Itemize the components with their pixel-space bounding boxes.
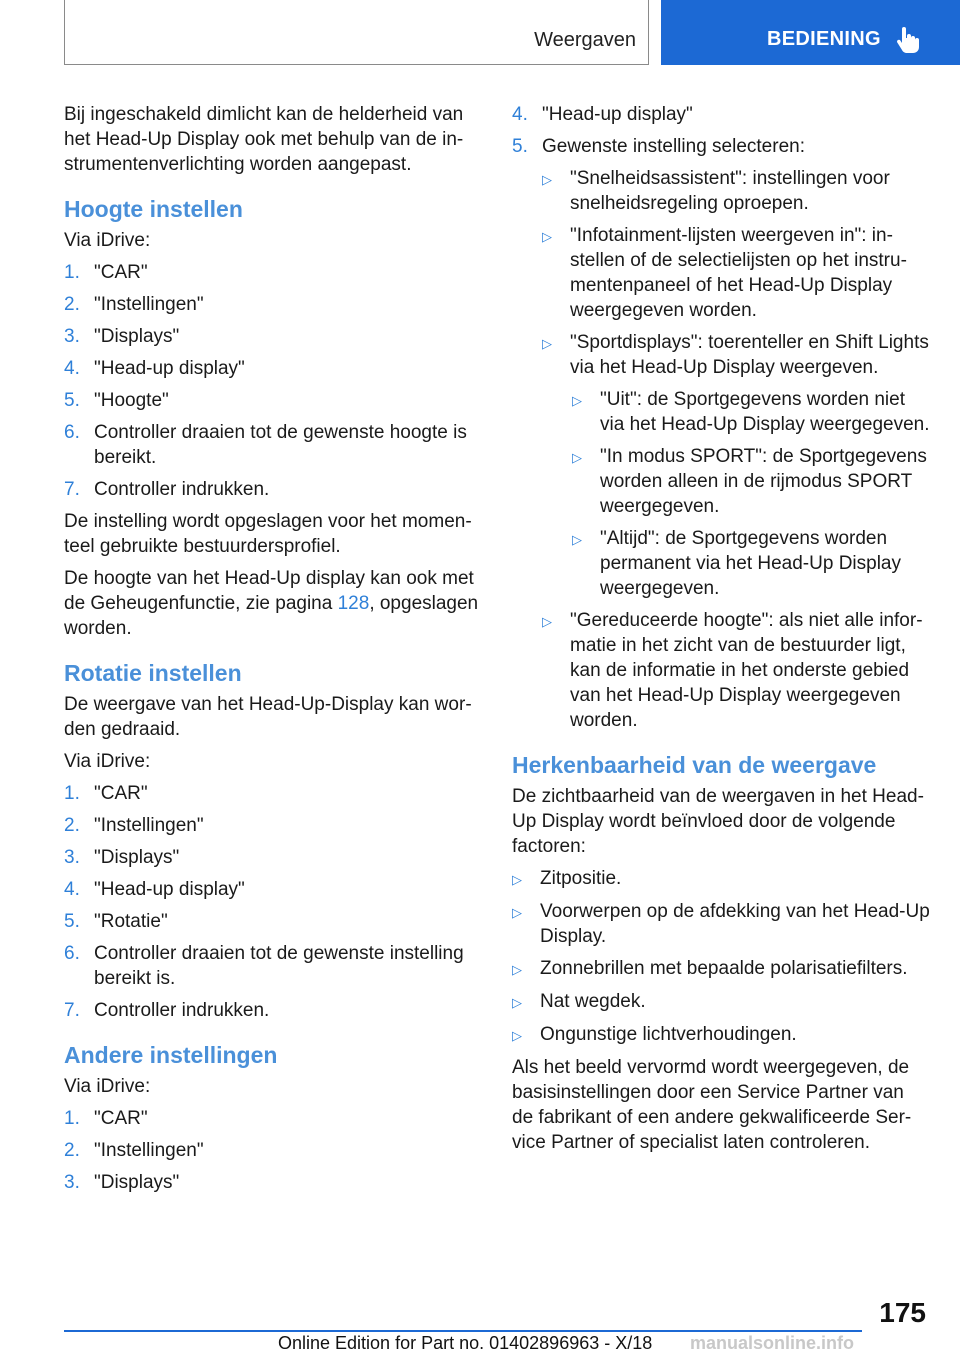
bullet-item	[572, 444, 930, 519]
heading-andere: Andere instellingen	[64, 1042, 278, 1068]
step-item	[64, 388, 482, 413]
herken-intro: De zichtbaarheid van de weergaven in het Head-Up Display wordt beïnvloed door de volgende factoren:	[512, 786, 924, 857]
step-number: 2.	[64, 815, 80, 836]
step-number: 5.	[512, 136, 528, 157]
bullet-item	[572, 387, 930, 437]
bullet-text: "Snelheidsassistent": instellingen voor snelheidsregeling oproepen.	[570, 168, 890, 214]
step-item	[64, 420, 482, 470]
step-item	[64, 998, 482, 1023]
step-item	[64, 292, 482, 317]
triangle-bullet-icon: ▷	[572, 450, 582, 465]
step-number: 6.	[64, 422, 80, 443]
step-item	[64, 845, 482, 870]
triangle-bullet-icon: ▷	[542, 336, 552, 351]
bullet-item	[542, 223, 930, 323]
heading-hoogte: Hoogte instellen	[64, 196, 243, 222]
chapter-title: BEDIENING	[767, 28, 881, 50]
rotatie-intro: De weergave van het Head-Up-Display kan worden gedraaid.	[64, 694, 472, 740]
triangle-bullet-icon: ▷	[572, 393, 582, 408]
step-text: Controller draaien tot de gewenste hoogte is bereikt.	[94, 422, 467, 468]
step-item	[64, 909, 482, 934]
step-item	[64, 324, 482, 349]
triangle-bullet-icon: ▷	[542, 172, 552, 187]
hoogte-note-1: De instelling wordt opgeslagen voor het momenteel gebruikte bestuurdersprofiel.	[64, 511, 472, 557]
bullet-text: Voorwerpen op de afdekking van het Head-Up Display.	[540, 901, 930, 947]
step-item	[64, 941, 482, 991]
step-item	[64, 260, 482, 285]
step-item	[512, 102, 930, 127]
step-text: "Instellingen"	[94, 294, 204, 315]
hoogte-steps-list	[64, 260, 482, 502]
bullet-item	[512, 989, 930, 1015]
header-chapter-tab[interactable]	[661, 0, 960, 65]
step-text: Gewenste instelling selecteren:	[542, 136, 805, 157]
via-idrive-label: Via iDrive:	[64, 751, 151, 772]
step-text: Controller draaien tot de gewenste instelling bereikt is.	[94, 943, 464, 989]
step-text: Controller indrukken.	[94, 1000, 270, 1021]
bullet-item	[542, 608, 930, 733]
step-text: "CAR"	[94, 783, 148, 804]
bullet-text: Zonnebrillen met bepaalde polarisatiefilters.	[540, 958, 908, 979]
step-item	[64, 813, 482, 838]
settings-options-list	[512, 166, 930, 733]
step-number: 1.	[64, 783, 80, 804]
triangle-bullet-icon: ▷	[512, 962, 522, 977]
continued-steps-list	[512, 102, 930, 159]
step-text: "Displays"	[94, 1172, 180, 1193]
step-number: 5.	[64, 911, 80, 932]
bullet-item	[542, 330, 930, 380]
step-item	[64, 1170, 482, 1195]
step-number: 3.	[64, 1172, 80, 1193]
triangle-bullet-icon: ▷	[512, 995, 522, 1010]
step-text: "Displays"	[94, 326, 180, 347]
bullet-text: "In modus SPORT": de Sportgegevens worden alleen in de rijmodus SPORT weergegeven.	[600, 446, 927, 517]
step-item	[64, 781, 482, 806]
via-idrive-label: Via iDrive:	[64, 1076, 151, 1097]
step-number: 2.	[64, 1140, 80, 1161]
triangle-bullet-icon: ▷	[512, 905, 522, 920]
left-column	[64, 102, 482, 1202]
step-text: "Head-up display"	[94, 358, 245, 379]
step-number: 7.	[64, 1000, 80, 1021]
step-number: 3.	[64, 326, 80, 347]
step-item	[64, 1106, 482, 1131]
bullet-text: "Uit": de Sportgegevens worden niet via het Head-Up Display weergegeven.	[600, 389, 930, 435]
step-number: 3.	[64, 847, 80, 868]
step-text: "Displays"	[94, 847, 180, 868]
bullet-item	[512, 866, 930, 892]
bullet-text: Ongunstige lichtverhoudingen.	[540, 1024, 797, 1045]
step-text: Controller indrukken.	[94, 479, 270, 500]
header-section-box	[64, 0, 649, 65]
step-number: 5.	[64, 390, 80, 411]
step-item	[64, 356, 482, 381]
step-item	[512, 134, 930, 159]
note-text: De hoogte van het Head-Up display kan ook met de Geheugenfunctie, zie pagina	[64, 568, 474, 614]
bullet-text: Nat wegdek.	[540, 991, 646, 1012]
step-number: 4.	[64, 358, 80, 379]
section-title: Weergaven	[534, 29, 636, 51]
page-number: 175	[879, 1297, 926, 1328]
triangle-bullet-icon: ▷	[512, 1028, 522, 1043]
step-number: 1.	[64, 262, 80, 283]
step-text: "Head-up display"	[542, 104, 693, 125]
rotatie-steps-list	[64, 781, 482, 1023]
step-item	[64, 477, 482, 502]
page-link-128[interactable]: 128	[337, 593, 370, 614]
herken-outro: Als het beeld vervormd wordt weergegeven, de basisinstellingen door een Service Partner van de fabrikant of een andere gekwalificeerde Service Partner of specialist laten controleren.	[512, 1057, 912, 1153]
intro-paragraph: Bij ingeschakeld dimlicht kan de helderheid van het Head-Up Display ook met behulp van de instrumentenverlichting worden aangepast.	[64, 104, 464, 175]
bullet-item	[512, 1022, 930, 1048]
via-idrive-label: Via iDrive:	[64, 230, 151, 251]
step-number: 4.	[512, 104, 528, 125]
heading-rotatie: Rotatie instellen	[64, 660, 242, 686]
bullet-text: "Gereduceerde hoogte": als niet alle informatie in het zicht van de bestuurder ligt, kan de informatie in het onderste gebied van het Head-Up Display weergegeven worden.	[570, 610, 923, 731]
triangle-bullet-icon: ▷	[542, 229, 552, 244]
hoogte-note-2	[64, 566, 482, 641]
step-number: 4.	[64, 879, 80, 900]
watermark-logo: manualsonline.info	[690, 1333, 855, 1353]
edition-text: Online Edition for Part no. 01402896963 - X/18	[278, 1333, 653, 1353]
triangle-bullet-icon: ▷	[512, 872, 522, 887]
bullet-text: Zitpositie.	[540, 868, 622, 889]
bullet-item	[512, 899, 930, 949]
step-text: "Hoogte"	[94, 390, 169, 411]
bullet-item	[512, 956, 930, 982]
triangle-bullet-icon: ▷	[572, 532, 582, 547]
footer-rule	[64, 1330, 862, 1332]
note-text-end: , opgeslagen worden.	[64, 593, 479, 639]
heading-herkenbaarheid: Herkenbaarheid van de weergave	[512, 752, 877, 778]
bullet-item	[542, 166, 930, 216]
step-text: "Instellingen"	[94, 815, 204, 836]
step-text: "CAR"	[94, 1108, 148, 1129]
step-text: "Rotatie"	[94, 911, 168, 932]
step-item	[64, 1138, 482, 1163]
right-column	[512, 102, 930, 1162]
step-number: 1.	[64, 1108, 80, 1129]
triangle-bullet-icon: ▷	[542, 614, 552, 629]
factors-list	[512, 866, 930, 1048]
step-item	[64, 877, 482, 902]
step-number: 6.	[64, 943, 80, 964]
step-text: "Head-up display"	[94, 879, 245, 900]
step-number: 2.	[64, 294, 80, 315]
step-text: "CAR"	[94, 262, 148, 283]
step-number: 7.	[64, 479, 80, 500]
bullet-text: "Sportdisplays": toerenteller en Shift Lights via het Head-Up Display weergeven.	[570, 332, 929, 378]
bullet-item	[572, 526, 930, 601]
hand-pointer-icon	[894, 26, 922, 54]
step-text: "Instellingen"	[94, 1140, 204, 1161]
andere-steps-list	[64, 1106, 482, 1195]
bullet-text: "Infotainment-lijsten weergeven in": instellen of de selectielijsten op het instrumentenpaneel of het Head-Up Display weergegeven worden.	[570, 225, 907, 321]
bullet-text: "Altijd": de Sportgegevens worden permanent via het Head-Up Display weergegeven.	[600, 528, 901, 599]
